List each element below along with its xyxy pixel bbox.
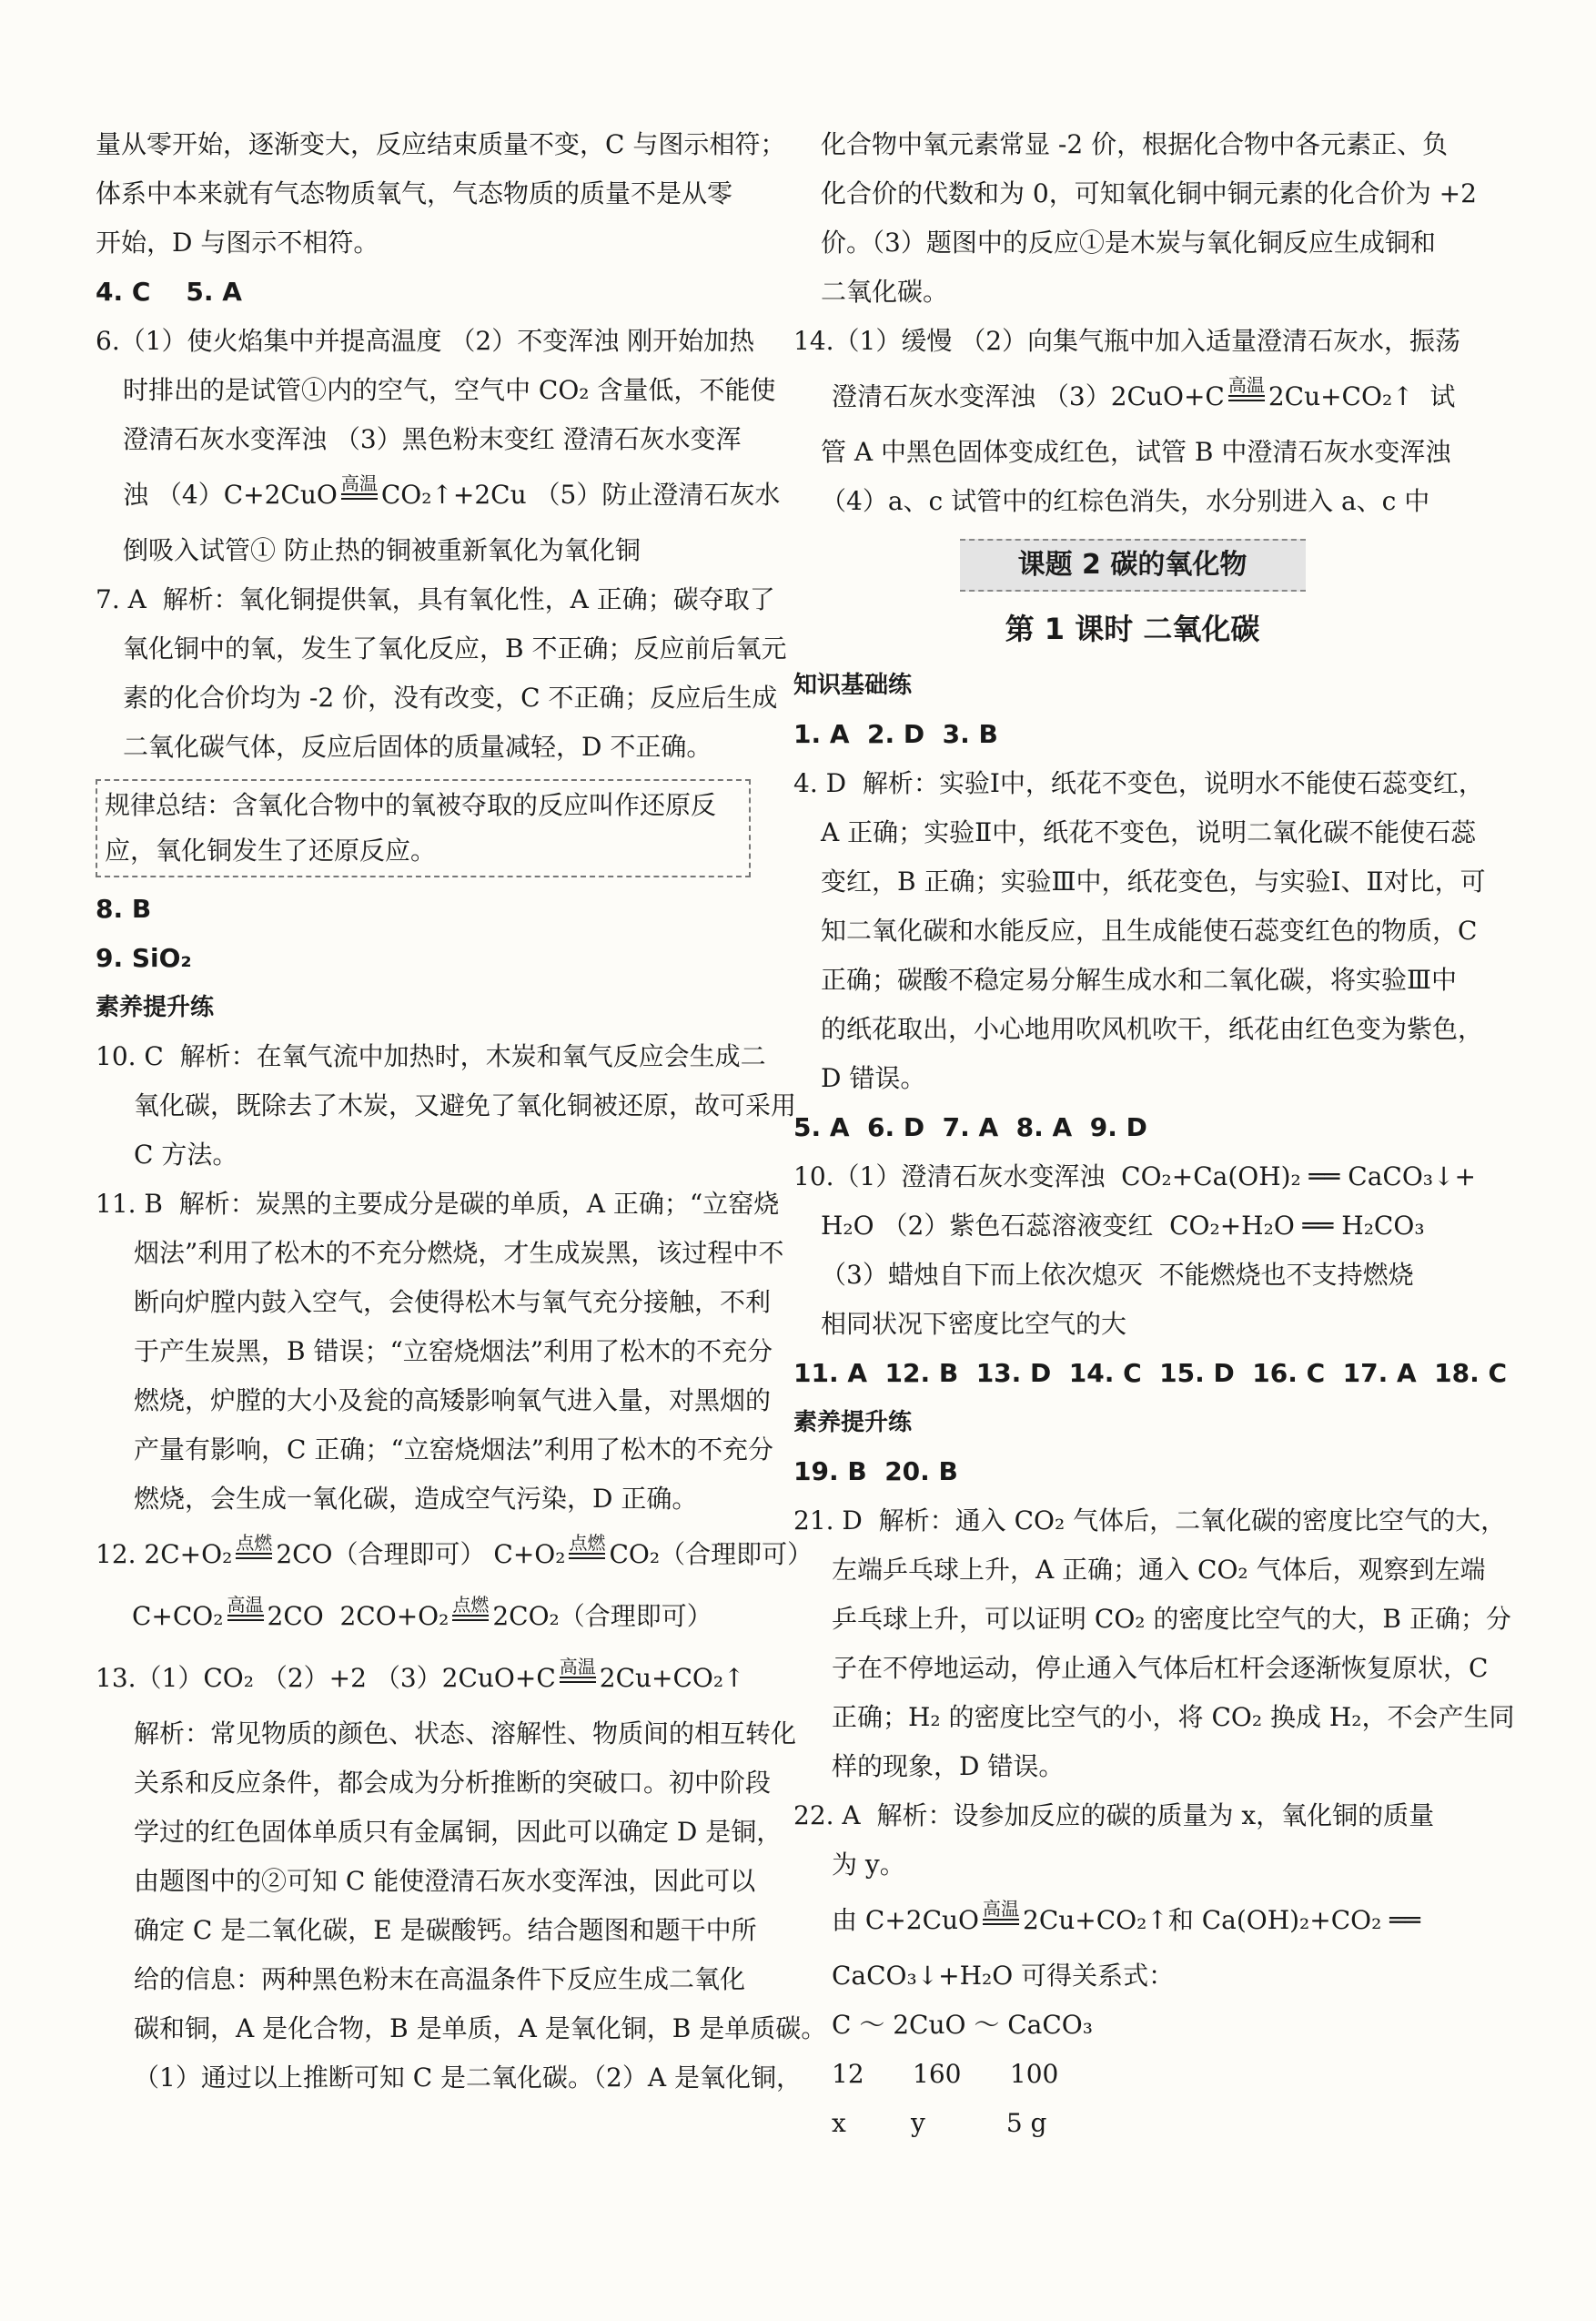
answer-14-equation: 澄清石灰水变浑浊 （3）2CuO+C 高温 2Cu+CO₂↑ 试 xyxy=(793,366,1471,428)
answer-21-line: 21. D 解析：通入 CO₂ 气体后，二氧化碳的密度比空气的大， xyxy=(793,1505,1507,1536)
answer-13-line: 给的信息：两种黑色粉末在高温条件下反应生成二氧化 xyxy=(134,1964,746,1994)
answer-21-line: 左端乒乓球上升，A 正确；通入 CO₂ 气体后，观察到左端 xyxy=(832,1555,1486,1585)
answer-11-line: 于产生炭黑，B 错误；“立窑烧烟法”利用了松木的不充分 xyxy=(134,1336,773,1366)
answer-22-line: x y 5 g xyxy=(832,2108,1047,2138)
text-line: 量从零开始，逐渐变大，反应结束质量不变，C 与图示相符； xyxy=(96,129,786,159)
answer-4-line: A 正确；实验Ⅱ中，纸花不变色，说明二氧化碳不能使石蕊 xyxy=(821,817,1477,847)
answer-6-line: 6.（1）使火焰集中并提高温度 （2）不变浑浊 刚开始加热 xyxy=(96,326,755,356)
answer-13-line: （1）通过以上推断可知 C 是二氧化碳。（2）A 是氧化铜， xyxy=(134,2063,802,2093)
answer-22-line: 22. A 解析：设参加反应的碳的质量为 x，氧化铜的质量 xyxy=(793,1800,1435,1830)
text-line: 化合物中氧元素常显 -2 价，根据化合物中各元素正、负 xyxy=(821,129,1449,159)
answer-13-line: 解析：常见物质的颜色、状态、溶解性、物质间的相互转化 xyxy=(134,1718,797,1748)
answer-4-line: 变红，B 正确；实验Ⅲ中，纸花变色，与实验Ⅰ、Ⅱ对比，可 xyxy=(821,867,1486,897)
answer-14-line: 管 A 中黑色固体变成红色，试管 B 中澄清石灰水变浑浊 xyxy=(821,437,1451,467)
answer-19-20: 19. B 20. B xyxy=(793,1456,958,1486)
answer-6-line: 澄清石灰水变浑浊 （3）黑色粉末变红 澄清石灰水变浑 xyxy=(123,424,742,454)
answer-11-line: 烟法”利用了松木的不充分燃烧，才生成炭黑，该过程中不 xyxy=(134,1238,784,1268)
reaction-condition: 高温 xyxy=(227,1595,264,1641)
reaction-condition: 高温 xyxy=(341,473,378,520)
answer-1-3: 1. A 2. D 3. B xyxy=(793,719,998,749)
lesson-title: 第 1 课时 二氧化碳 xyxy=(1005,612,1260,646)
answer-10-line: 氧化碳，既除去了木炭，又避免了氧化铜被还原，故可采用 xyxy=(134,1090,797,1120)
answer-10-line: H₂O （2）紫色石蕊溶液变红 CO₂+H₂O ══ H₂CO₃ xyxy=(821,1211,1425,1241)
answer-7-line: 7. A 解析：氧化铜提供氧，具有氧化性，A 正确；碳夺取了 xyxy=(96,584,775,614)
rule-summary-box xyxy=(96,779,751,877)
answer-6-line: 时排出的是试管①内的空气，空气中 CO₂ 含量低，不能使 xyxy=(123,375,776,405)
section-heading: 知识基础练 xyxy=(793,672,913,699)
answer-13-line: 关系和反应条件，都会成为分析推断的突破口。初中阶段 xyxy=(134,1768,772,1798)
reaction-condition: 高温 xyxy=(983,1899,1019,1945)
topic-banner: 课题 2 碳的氧化物 xyxy=(960,539,1306,592)
answer-11-18: 11. A 12. B 13. D 14. C 15. D 16. C 17. A 18. C xyxy=(793,1358,1508,1388)
answer-11-line: 产量有影响，C 正确；“立窑烧烟法”利用了松木的不充分 xyxy=(134,1434,773,1465)
answer-6-line: 倒吸入试管① 防止热的铜被重新氧化为氧化铜 xyxy=(123,535,641,565)
reaction-condition: 高温 xyxy=(1228,375,1265,421)
text-line: 化合价的代数和为 0，可知氧化铜中铜元素的化合价为 +2 xyxy=(821,178,1477,208)
answer-4-line: 的纸花取出，小心地用吹风机吹干，纸花由红色变为紫色， xyxy=(821,1014,1484,1044)
text-line: 价。（3）题图中的反应①是木炭与氧化铜反应生成铜和 xyxy=(821,228,1436,258)
answer-22-line: 12 160 100 xyxy=(832,2059,1059,2089)
answer-4-line: D 错误。 xyxy=(821,1063,926,1093)
answer-21-line: 乒乓球上升，可以证明 CO₂ 的密度比空气的大，B 正确；分 xyxy=(832,1604,1511,1634)
answer-7-line: 二氧化碳气体，反应后固体的质量减轻，D 不正确。 xyxy=(123,732,712,762)
answer-11-line: 燃烧，炉膛的大小及瓮的高矮影响氧气进入量，对黑烟的 xyxy=(134,1385,772,1415)
answer-7-line: 氧化铜中的氧，发生了氧化反应，B 不正确；反应前后氧元 xyxy=(123,633,787,664)
answer-10-line: 10.（1）澄清石灰水变浑浊 CO₂+Ca(OH)₂ ══ CaCO₃↓+ xyxy=(793,1161,1476,1191)
answer-4-line: 4. D 解析：实验Ⅰ中，纸花不变色，说明水不能使石蕊变红， xyxy=(793,768,1484,798)
reaction-condition: 点燃 xyxy=(236,1533,272,1579)
answer-22-equation: 由 C+2CuO 高温 2Cu+CO₂↑和 Ca(OH)₂+CO₂ ══ xyxy=(793,1890,1471,1951)
answer-11-line: 11. B 解析：炭黑的主要成分是碳的单质，A 正确；“立窑烧 xyxy=(96,1189,780,1219)
answer-14-line: 14.（1）缓慢 （2）向集气瓶中加入适量澄清石灰水，振荡 xyxy=(793,326,1461,356)
reaction-condition: 高温 xyxy=(560,1657,596,1703)
answer-10-line: （3）蜡烛自下而上依次熄灭 不能燃烧也不支持燃烧 xyxy=(821,1260,1414,1290)
answer-7-line: 素的化合价均为 -2 价，没有改变，C 不正确；反应后生成 xyxy=(123,683,778,713)
answer-22-line: 为 y。 xyxy=(832,1850,905,1880)
reaction-condition: 点燃 xyxy=(569,1533,605,1579)
reaction-condition: 点燃 xyxy=(452,1595,489,1641)
answer-5-9: 5. A 6. D 7. A 8. A 9. D xyxy=(793,1112,1147,1142)
right-column xyxy=(793,120,1515,2148)
answer-21-line: 样的现象，D 错误。 xyxy=(832,1751,1065,1781)
answer-9: 9. SiO₂ xyxy=(96,943,192,973)
answer-4-line: 知二氧化碳和水能反应，且生成能使石蕊变红色的物质，C xyxy=(821,916,1478,946)
answer-11-line: 断向炉膛内鼓入空气，会使得松木与氧气充分接触，不利 xyxy=(134,1287,772,1317)
answer-12-equation: C+CO₂ 高温 2CO 2CO+O₂ 点燃 2CO₂（合理即可） xyxy=(96,1586,751,1647)
section-heading: 素养提升练 xyxy=(793,1409,913,1436)
answer-14-line: （4）a、c 试管中的红棕色消失，水分别进入 a、c 中 xyxy=(821,486,1430,516)
answer-4-5: 4. C 5. A xyxy=(96,277,242,307)
summary-line: 规律总结：含氧化合物中的氧被夺取的反应叫作还原反 xyxy=(105,790,717,820)
answer-13-line: 由题图中的②可知 C 能使澄清石灰水变浑浊，因此可以 xyxy=(134,1866,756,1896)
answer-6-equation: 浊 （4）C+2CuO 高温 CO₂↑+2Cu （5）防止澄清石灰水 xyxy=(96,464,751,526)
answer-13-equation: 13.（1）CO₂ （2）+2 （3）2CuO+C 高温 2Cu+CO₂↑ xyxy=(96,1647,751,1709)
answer-22-line: C ～ 2CuO ～ CaCO₃ xyxy=(832,2010,1093,2040)
text-line: 开始，D 与图示不相符。 xyxy=(96,228,379,258)
answer-4-line: 正确；碳酸不稳定易分解生成水和二氧化碳，将实验Ⅲ中 xyxy=(821,965,1458,995)
text-line: 体系中本来就有气态物质氧气，气态物质的质量不是从零 xyxy=(96,178,733,208)
answer-12-equation: 12. 2C+O₂ 点燃 2CO（合理即可） C+O₂ 点燃 CO₂（合理即可） xyxy=(96,1524,751,1586)
summary-line: 应，氧化铜发生了还原反应。 xyxy=(105,836,437,866)
answer-10-line: C 方法。 xyxy=(134,1140,238,1170)
answer-22-line: CaCO₃↓+H₂O 可得关系式： xyxy=(832,1961,1175,1991)
answer-13-line: 确定 C 是二氧化碳，E 是碳酸钙。结合题图和题干中所 xyxy=(134,1915,757,1945)
answer-10-line: 相同状况下密度比空气的大 xyxy=(821,1309,1127,1339)
answer-21-line: 子在不停地运动，停止通入气体后杠杆会逐渐恢复原状，C xyxy=(832,1653,1489,1683)
answer-8: 8. B xyxy=(96,894,152,924)
section-heading: 素养提升练 xyxy=(96,994,215,1021)
answer-13-line: 学过的红色固体单质只有金属铜，因此可以确定 D 是铜， xyxy=(134,1817,783,1847)
text-line: 二氧化碳。 xyxy=(821,277,949,307)
answer-21-line: 正确；H₂ 的密度比空气的小，将 CO₂ 换成 H₂，不会产生同 xyxy=(832,1702,1515,1732)
answer-10-line: 10. C 解析：在氧气流中加热时，木炭和氧气反应会生成二 xyxy=(96,1041,766,1071)
left-column xyxy=(96,120,827,2103)
answer-11-line: 燃烧，会生成一氧化碳，造成空气污染，D 正确。 xyxy=(134,1484,698,1514)
answer-13-line: 碳和铜，A 是化合物，B 是单质，A 是氧化铜，B 是单质碳。 xyxy=(134,2013,827,2043)
